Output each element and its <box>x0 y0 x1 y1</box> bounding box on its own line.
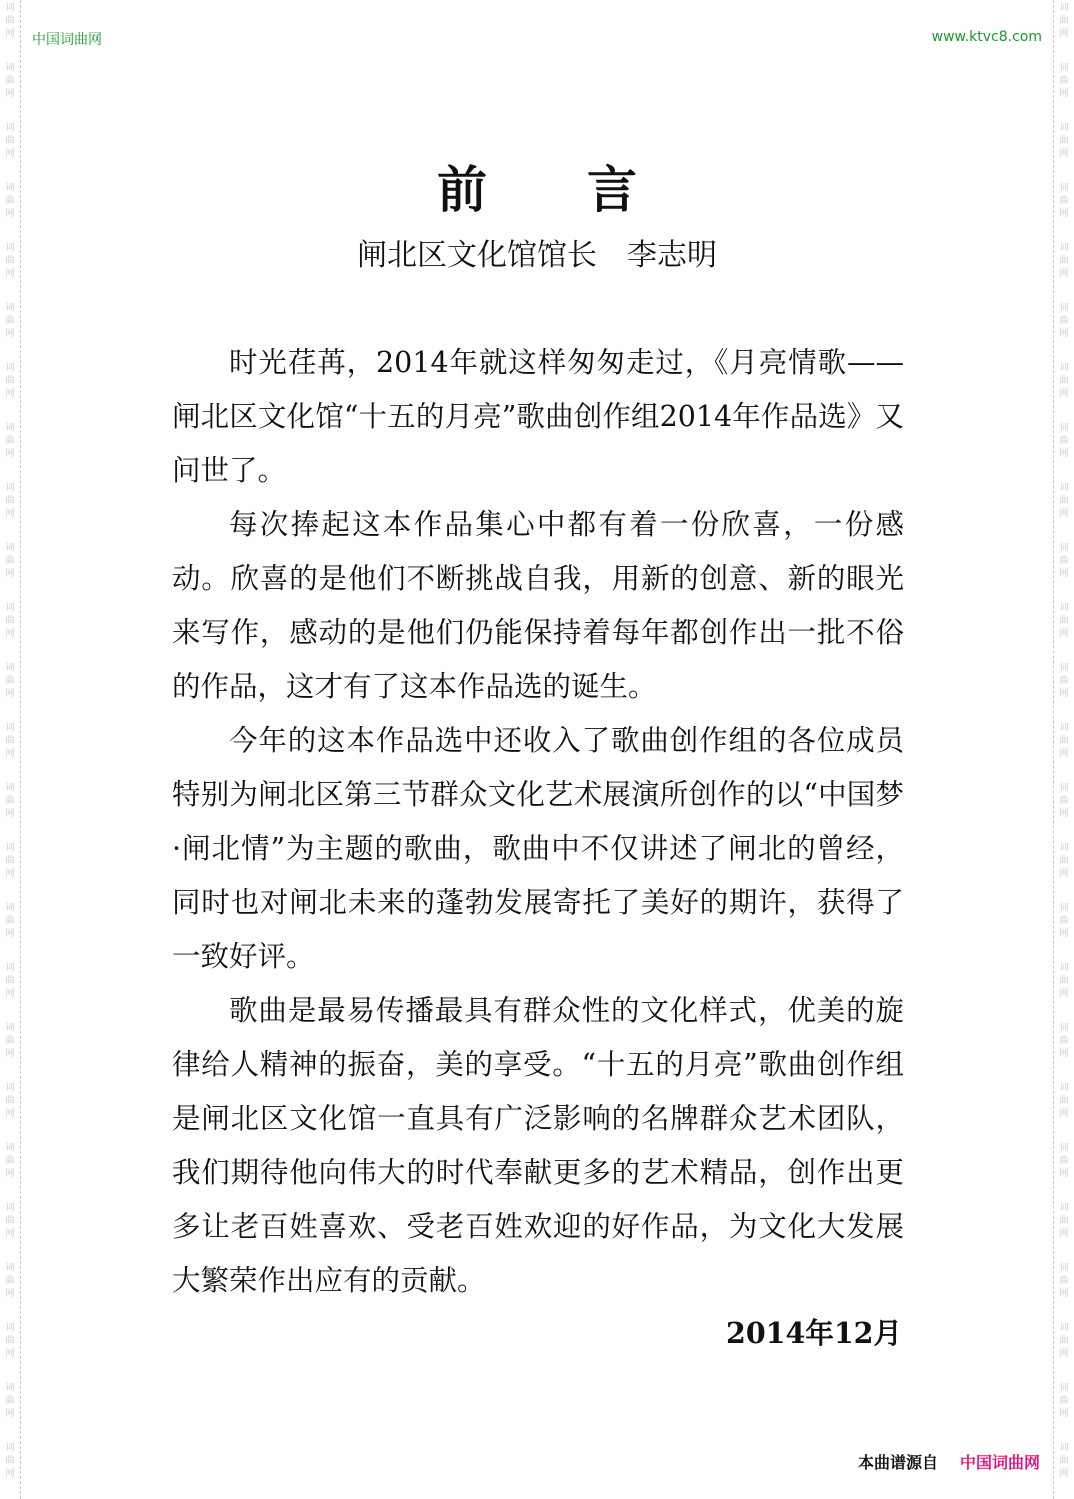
watermark-mark: 词 曲 网 <box>1059 1143 1069 1179</box>
watermark-mark: 词 曲 网 <box>1059 1083 1069 1119</box>
watermark-mark: 词 曲 网 <box>1059 1383 1069 1419</box>
watermark-mark: 词 曲 网 <box>5 3 15 39</box>
watermark-mark: 词 曲 网 <box>1059 3 1069 39</box>
left-watermark-strip <box>0 0 21 1499</box>
paragraph-1: 时光荏苒，2014年就这样匆匆走过，《月亮情歌——闸北区文化馆“十五的月亮”歌曲创作组2014年作品选》又问世了。 <box>172 346 904 487</box>
watermark-mark: 词 曲 网 <box>5 1023 15 1059</box>
watermark-mark: 词 曲 网 <box>5 1383 15 1419</box>
watermark-mark: 词 曲 网 <box>5 183 15 219</box>
footer-source <box>858 1450 1040 1473</box>
watermark-mark: 词 曲 网 <box>1059 63 1069 99</box>
preface-body <box>172 336 904 1308</box>
watermark-mark: 词 曲 网 <box>1059 543 1069 579</box>
footer-source-site[interactable]: 中国词曲网 <box>959 1453 1040 1472</box>
watermark-mark: 词 曲 网 <box>5 1143 15 1179</box>
watermark-mark: 词 曲 网 <box>5 723 15 759</box>
watermark-mark: 词 曲 网 <box>5 1203 15 1239</box>
watermark-mark: 词 曲 网 <box>5 483 15 519</box>
watermark-mark: 词 曲 网 <box>5 543 15 579</box>
watermark-mark: 词 曲 网 <box>5 1263 15 1299</box>
watermark-mark: 词 曲 网 <box>5 663 15 699</box>
watermark-mark: 词 曲 网 <box>5 63 15 99</box>
watermark-mark: 词 曲 网 <box>1059 903 1069 939</box>
paragraph-2: 每次捧起这本作品集心中都有着一份欣喜，一份感动。欣喜的是他们不断挑战自我，用新的创意、新的眼光来写作，感动的是他们仍能保持着每年都创作出一批不俗的作品，这才有了这本作品选的诞生。 <box>172 508 904 703</box>
watermark-mark: 词 曲 网 <box>1059 1203 1069 1239</box>
watermark-mark: 词 曲 网 <box>5 843 15 879</box>
watermark-mark: 词 曲 网 <box>5 903 15 939</box>
watermark-mark: 词 曲 网 <box>1059 1443 1069 1479</box>
watermark-mark: 词 曲 网 <box>1059 183 1069 219</box>
watermark-mark: 词 曲 网 <box>1059 123 1069 159</box>
watermark-mark: 词 曲 网 <box>5 1083 15 1119</box>
watermark-mark: 词 曲 网 <box>1059 603 1069 639</box>
paragraph-3: 今年的这本作品选中还收入了歌曲创作组的各位成员特别为闸北区第三节群众文化艺术展演所创作的以“中国梦·闸北情”为主题的歌曲，歌曲中不仅讲述了闸北的曾经，同时也对闸北未来的蓬勃发展寄托了美好的期许，获得了一致好评。 <box>172 724 904 973</box>
watermark-mark: 词 曲 网 <box>5 243 15 279</box>
watermark-mark: 词 曲 网 <box>1059 1263 1069 1299</box>
author-line: 闸北区文化馆馆长 李志明 <box>357 238 717 273</box>
watermark-mark: 词 曲 网 <box>5 303 15 339</box>
right-watermark-strip <box>1053 0 1074 1499</box>
watermark-mark: 词 曲 网 <box>1059 1023 1069 1059</box>
footer-source-label: 本曲谱源自 <box>857 1453 938 1472</box>
watermark-mark: 词 曲 网 <box>1059 663 1069 699</box>
watermark-mark: 词 曲 网 <box>1059 1323 1069 1359</box>
watermark-mark: 词 曲 网 <box>1059 723 1069 759</box>
watermark-mark: 词 曲 网 <box>5 783 15 819</box>
page-title: 前言 <box>437 160 737 219</box>
watermark-mark: 词 曲 网 <box>5 603 15 639</box>
watermark-mark: 词 曲 网 <box>1059 783 1069 819</box>
watermark-mark: 词 曲 网 <box>1059 963 1069 999</box>
paragraph-4: 歌曲是最易传播最具有群众性的文化样式，优美的旋律给人精神的振奋，美的享受。“十五的月亮”歌曲创作组是闸北区文化馆一直具有广泛影响的名牌群众艺术团队，我们期待他向伟大的时代奉献更多的艺术精品，创作出更多让老百姓喜欢、受老百姓欢迎的好作品，为文化大发展大繁荣作出应有的贡献。 <box>172 994 904 1297</box>
watermark-mark: 词 曲 网 <box>1059 363 1069 399</box>
watermark-mark: 词 曲 网 <box>5 963 15 999</box>
watermark-mark: 词 曲 网 <box>5 363 15 399</box>
watermark-mark: 词 曲 网 <box>1059 843 1069 879</box>
watermark-mark: 词 曲 网 <box>1059 483 1069 519</box>
watermark-mark: 词 曲 网 <box>5 123 15 159</box>
watermark-mark: 词 曲 网 <box>1059 243 1069 279</box>
watermark-mark: 词 曲 网 <box>5 1323 15 1359</box>
site-name-header[interactable]: 中国词曲网 <box>32 32 102 48</box>
date-line: 2014年12月 <box>726 1316 902 1350</box>
watermark-mark: 词 曲 网 <box>1059 303 1069 339</box>
watermark-mark: 词 曲 网 <box>5 423 15 459</box>
watermark-mark: 词 曲 网 <box>1059 423 1069 459</box>
site-url-header[interactable]: www.ktvc8.com <box>931 29 1042 45</box>
watermark-mark: 词 曲 网 <box>5 1443 15 1479</box>
